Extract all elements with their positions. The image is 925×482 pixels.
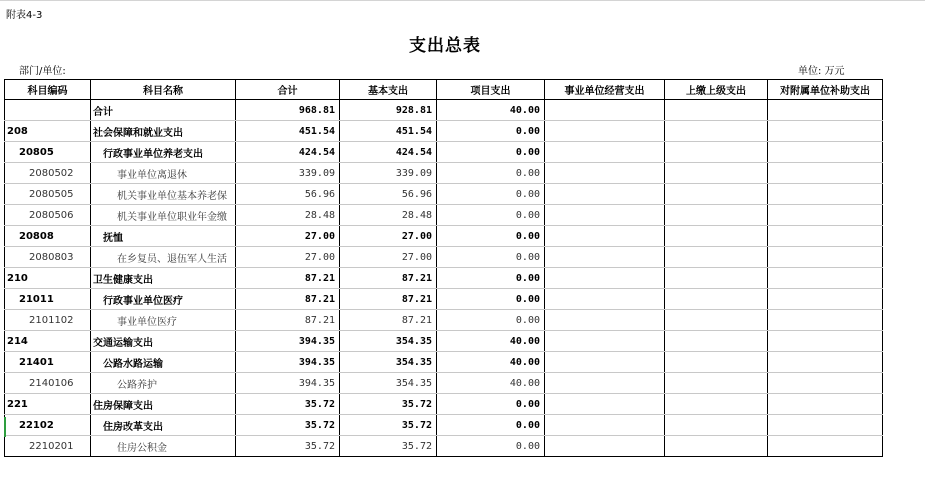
table-row — [5, 247, 883, 268]
cell-name[interactable]: 社会保障和就业支出 — [91, 121, 236, 142]
cell-name[interactable]: 抚恤 — [91, 226, 236, 247]
cell-total[interactable]: 56.96 — [236, 184, 340, 205]
cell-operating[interactable] — [545, 415, 665, 436]
cell-name[interactable]: 公路养护 — [91, 373, 236, 394]
cell-name[interactable]: 行政事业单位养老支出 — [91, 142, 236, 163]
cell-remit[interactable] — [665, 310, 768, 331]
table-row — [5, 268, 883, 289]
cell-remit[interactable] — [665, 100, 768, 121]
cell-subsidy[interactable] — [768, 331, 883, 352]
table-row — [5, 184, 883, 205]
cell-name[interactable]: 在乡复员、退伍军人生活 — [91, 247, 236, 268]
cell-basic[interactable]: 424.54 — [340, 142, 437, 163]
cell-remit[interactable] — [665, 247, 768, 268]
cell-operating[interactable] — [545, 205, 665, 226]
cell-name[interactable]: 公路水路运输 — [91, 352, 236, 373]
cell-project[interactable]: 40.00 — [437, 373, 545, 394]
cell-basic[interactable]: 35.72 — [340, 436, 437, 457]
cell-basic[interactable]: 354.35 — [340, 352, 437, 373]
cell-remit[interactable] — [665, 352, 768, 373]
cell-basic[interactable]: 87.21 — [340, 268, 437, 289]
cell-code[interactable]: 2080803 — [5, 247, 91, 268]
cell-basic[interactable]: 27.00 — [340, 247, 437, 268]
cell-name[interactable]: 机关事业单位职业年金缴 — [91, 205, 236, 226]
cell-total[interactable]: 394.35 — [236, 373, 340, 394]
cell-basic[interactable]: 928.81 — [340, 100, 437, 121]
table-row — [5, 226, 883, 247]
cell-name[interactable]: 住房公积金 — [91, 436, 236, 457]
table-row — [5, 100, 883, 121]
cell-remit[interactable] — [665, 373, 768, 394]
cell-code[interactable]: 20808 — [5, 226, 91, 247]
cell-total[interactable]: 28.48 — [236, 205, 340, 226]
cell-project[interactable]: 0.00 — [437, 247, 545, 268]
cell-operating[interactable] — [545, 100, 665, 121]
cell-name[interactable]: 事业单位医疗 — [91, 310, 236, 331]
cell-name[interactable]: 事业单位离退休 — [91, 163, 236, 184]
cell-code[interactable]: 210 — [5, 268, 91, 289]
table-row — [5, 415, 883, 436]
cell-remit[interactable] — [665, 121, 768, 142]
cell-code[interactable]: 22102 — [5, 415, 91, 436]
column-header-project[interactable]: 项目支出 — [437, 80, 545, 100]
cell-basic[interactable]: 35.72 — [340, 394, 437, 415]
cell-operating[interactable] — [545, 373, 665, 394]
cell-subsidy[interactable] — [768, 352, 883, 373]
cell-subsidy[interactable] — [768, 205, 883, 226]
cell-subsidy[interactable] — [768, 268, 883, 289]
cell-code[interactable]: 221 — [5, 394, 91, 415]
cell-basic[interactable]: 28.48 — [340, 205, 437, 226]
cell-name[interactable]: 住房改革支出 — [91, 415, 236, 436]
cell-code[interactable]: 2210201 — [5, 436, 91, 457]
cell-subsidy[interactable] — [768, 100, 883, 121]
cell-subsidy[interactable] — [768, 373, 883, 394]
cell-remit[interactable] — [665, 226, 768, 247]
cell-total[interactable]: 87.21 — [236, 289, 340, 310]
column-header-basic[interactable]: 基本支出 — [340, 80, 437, 100]
cell-remit[interactable] — [665, 184, 768, 205]
cell-operating[interactable] — [545, 394, 665, 415]
cell-subsidy[interactable] — [768, 310, 883, 331]
cell-total[interactable]: 35.72 — [236, 436, 340, 457]
cell-project[interactable]: 0.00 — [437, 310, 545, 331]
cell-operating[interactable] — [545, 142, 665, 163]
cell-name[interactable]: 行政事业单位医疗 — [91, 289, 236, 310]
column-header-remit[interactable]: 上缴上级支出 — [665, 80, 768, 100]
cell-subsidy[interactable] — [768, 394, 883, 415]
cell-code[interactable]: 20805 — [5, 142, 91, 163]
column-header-name[interactable]: 科目名称 — [91, 80, 236, 100]
column-header-total[interactable]: 合计 — [236, 80, 340, 100]
cell-code[interactable]: 2101102 — [5, 310, 91, 331]
cell-basic[interactable]: 87.21 — [340, 310, 437, 331]
table-row — [5, 205, 883, 226]
cell-project[interactable]: 40.00 — [437, 352, 545, 373]
cell-operating[interactable] — [545, 352, 665, 373]
cell-subsidy[interactable] — [768, 226, 883, 247]
cell-project[interactable]: 0.00 — [437, 268, 545, 289]
unit-label: 单位: 万元 — [798, 66, 845, 77]
cell-subsidy[interactable] — [768, 415, 883, 436]
cell-code[interactable]: 21011 — [5, 289, 91, 310]
table-header-row — [5, 80, 883, 100]
cell-subsidy[interactable] — [768, 184, 883, 205]
cell-operating[interactable] — [545, 226, 665, 247]
cell-operating[interactable] — [545, 436, 665, 457]
cell-project[interactable]: 0.00 — [437, 205, 545, 226]
cell-project[interactable]: 40.00 — [437, 100, 545, 121]
table-row — [5, 352, 883, 373]
cell-total[interactable]: 35.72 — [236, 394, 340, 415]
cell-basic[interactable]: 56.96 — [340, 184, 437, 205]
cell-remit[interactable] — [665, 415, 768, 436]
cell-subsidy[interactable] — [768, 121, 883, 142]
cell-operating[interactable] — [545, 163, 665, 184]
cell-remit[interactable] — [665, 268, 768, 289]
column-header-code[interactable]: 科目编码 — [5, 80, 91, 100]
department-label: 部门/单位: — [19, 66, 66, 77]
cell-operating[interactable] — [545, 184, 665, 205]
table-row — [5, 142, 883, 163]
cell-operating[interactable] — [545, 247, 665, 268]
cell-basic[interactable]: 354.35 — [340, 331, 437, 352]
column-header-operating[interactable]: 事业单位经营支出 — [545, 80, 665, 100]
column-header-subsidy[interactable]: 对附属单位补助支出 — [768, 80, 883, 100]
table-row — [5, 373, 883, 394]
cell-total[interactable]: 451.54 — [236, 121, 340, 142]
cell-remit[interactable] — [665, 142, 768, 163]
expenditure-table — [4, 79, 883, 457]
page-title: 支出总表 — [409, 36, 481, 56]
cell-code[interactable]: 2080506 — [5, 205, 91, 226]
table-row — [5, 436, 883, 457]
cell-subsidy[interactable] — [768, 163, 883, 184]
cell-project[interactable]: 0.00 — [437, 226, 545, 247]
cell-project[interactable]: 0.00 — [437, 436, 545, 457]
table-row — [5, 289, 883, 310]
cell-name[interactable]: 机关事业单位基本养老保 — [91, 184, 236, 205]
table-row — [5, 394, 883, 415]
cell-code[interactable]: 208 — [5, 121, 91, 142]
table-row — [5, 121, 883, 142]
cell-project[interactable]: 0.00 — [437, 184, 545, 205]
table-row — [5, 331, 883, 352]
cell-project[interactable]: 0.00 — [437, 142, 545, 163]
cell-total[interactable]: 968.81 — [236, 100, 340, 121]
cell-project[interactable]: 0.00 — [437, 394, 545, 415]
cell-basic[interactable]: 35.72 — [340, 415, 437, 436]
cell-subsidy[interactable] — [768, 436, 883, 457]
cell-operating[interactable] — [545, 268, 665, 289]
cell-operating[interactable] — [545, 331, 665, 352]
cell-total[interactable]: 87.21 — [236, 310, 340, 331]
cell-remit[interactable] — [665, 163, 768, 184]
cell-remit[interactable] — [665, 436, 768, 457]
cell-total[interactable]: 394.35 — [236, 331, 340, 352]
cell-name[interactable]: 卫生健康支出 — [91, 268, 236, 289]
cell-code[interactable]: 21401 — [5, 352, 91, 373]
cell-subsidy[interactable] — [768, 289, 883, 310]
cell-total[interactable]: 27.00 — [236, 226, 340, 247]
cell-subsidy[interactable] — [768, 142, 883, 163]
cell-total[interactable]: 394.35 — [236, 352, 340, 373]
cell-remit[interactable] — [665, 289, 768, 310]
table-row — [5, 310, 883, 331]
cell-basic[interactable]: 451.54 — [340, 121, 437, 142]
cell-remit[interactable] — [665, 205, 768, 226]
cell-operating[interactable] — [545, 289, 665, 310]
cell-basic[interactable]: 87.21 — [340, 289, 437, 310]
table-row — [5, 163, 883, 184]
cell-operating[interactable] — [545, 310, 665, 331]
cell-code[interactable] — [5, 100, 91, 121]
cell-remit[interactable] — [665, 331, 768, 352]
cell-subsidy[interactable] — [768, 247, 883, 268]
cell-project[interactable]: 0.00 — [437, 289, 545, 310]
cell-project[interactable]: 40.00 — [437, 331, 545, 352]
cell-code[interactable]: 2080502 — [5, 163, 91, 184]
cell-project[interactable]: 0.00 — [437, 163, 545, 184]
cell-total[interactable]: 87.21 — [236, 268, 340, 289]
attachment-label: 附表4-3 — [6, 10, 43, 21]
cell-name[interactable]: 合计 — [91, 100, 236, 121]
cell-remit[interactable] — [665, 394, 768, 415]
cell-code[interactable]: 2080505 — [5, 184, 91, 205]
active-cell-marker — [4, 417, 6, 437]
cell-project[interactable]: 0.00 — [437, 415, 545, 436]
cell-basic[interactable]: 27.00 — [340, 226, 437, 247]
cell-basic[interactable]: 339.09 — [340, 163, 437, 184]
cell-name[interactable]: 交通运输支出 — [91, 331, 236, 352]
cell-code[interactable]: 2140106 — [5, 373, 91, 394]
cell-code[interactable]: 214 — [5, 331, 91, 352]
cell-total[interactable]: 424.54 — [236, 142, 340, 163]
cell-project[interactable]: 0.00 — [437, 121, 545, 142]
cell-total[interactable]: 339.09 — [236, 163, 340, 184]
cell-total[interactable]: 27.00 — [236, 247, 340, 268]
cell-basic[interactable]: 354.35 — [340, 373, 437, 394]
cell-total[interactable]: 35.72 — [236, 415, 340, 436]
sheet-top-border — [0, 0, 925, 1]
cell-operating[interactable] — [545, 121, 665, 142]
cell-name[interactable]: 住房保障支出 — [91, 394, 236, 415]
